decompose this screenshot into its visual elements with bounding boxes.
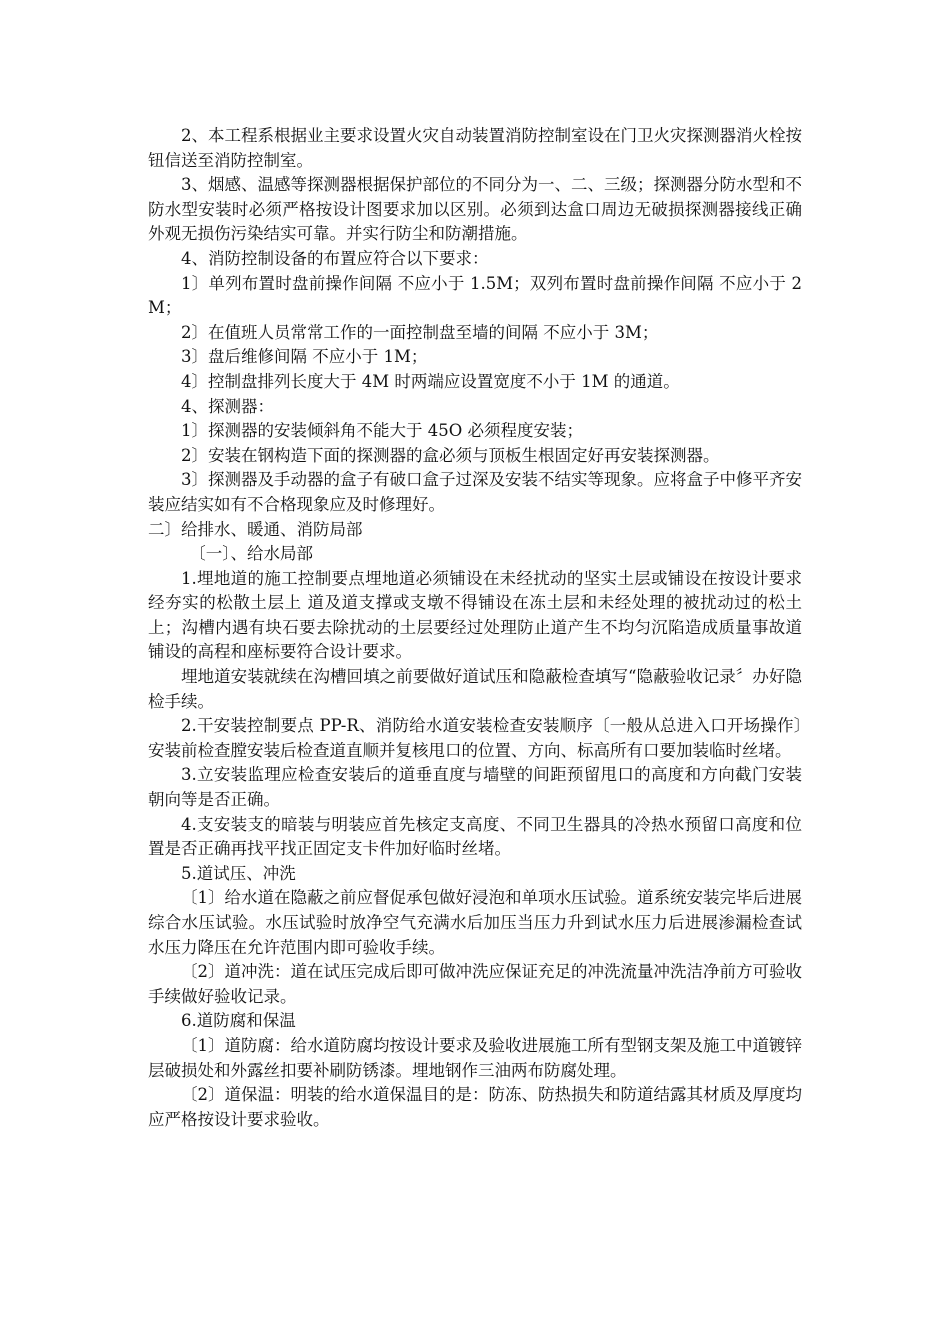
paragraph: 5.道试压、冲洗	[181, 863, 296, 883]
paragraph: 2〕安装在钢构造下面的探测器的盒必须与顶板生根固定好再安装探测器。	[181, 445, 720, 465]
paragraph: 1.埋地道的施工控制要点埋地道必须铺设在未经扰动的坚实土层或铺设在按设计要求经夯实的松散土层上 道及道支撑或支墩不得铺设在冻土层和未经处理的被扰动过的松土上；沟槽内遇有块石要去除扰动的土层要经过处理防止道产生不均匀沉陷造成质量事故道铺设的高程和座标要符合设计要求。	[148, 568, 802, 662]
paragraph: 3、烟感、温感等探测器根据保护部位的不同分为一、二、三级；探测器分防水型和不防水型安装时必须严格按设计图要求加以区别。必须到达盒口周边无破损探测器接线正确外观无损伤污染结实可靠。并实行防尘和防潮措施。	[148, 175, 802, 244]
subsection-heading: 〔一〕、给水局部	[181, 544, 313, 564]
paragraph: 4、探测器：	[181, 396, 274, 416]
paragraph: 〔1〕道防腐：给水道防腐均按设计要求及验收进展施工所有型钢支架及施工中道镀锌层破损处和外露丝扣要补刷防锈漆。埋地钢作三油两布防腐处理。	[148, 1035, 802, 1080]
paragraph: 埋地道安装就续在沟槽回填之前要做好道试压和隐蔽检查填写“隐蔽验收记录〞办好隐检手续。	[148, 667, 802, 711]
paragraph: 1〕探测器的安装倾斜角不能大于 45O 必须程度安装；	[181, 421, 584, 441]
paragraph: 2、本工程系根据业主要求设置火灾自动装置消防控制室设在门卫火灾探测器消火栓按钮信送至消防控制室。	[148, 126, 802, 170]
section-heading: 二〕给排水、暖通、消防局部	[148, 519, 363, 539]
paragraph: 3〕探测器及手动器的盒子有破口盒子过深及安装不结实等现象。应将盒子中修平齐安装应结实如有不合格现象应及时修理好。	[148, 470, 802, 514]
paragraph: 〔2〕道保温：明装的给水道保温目的是：防冻、防热损失和防道结露其材质及厚度均应严格按设计要求验收。	[148, 1085, 802, 1129]
paragraph: 4.支安装支的暗装与明装应首先核定支高度、不同卫生器具的冷热水预留口高度和位置是否正确再找平找正固定支卡件加好临时丝堵。	[148, 814, 802, 859]
paragraph: 2〕在值班人员常常工作的一面控制盘至墙的间隔 不应小于 3M；	[181, 322, 659, 342]
paragraph: 4〕控制盘排列长度大于 4M 时两端应设置宽度不小于 1M 的通道。	[181, 371, 680, 391]
paragraph: 1〕单列布置时盘前操作间隔 不应小于 1.5M；双列布置时盘前操作间隔 不应小于 2M；	[148, 273, 802, 318]
paragraph: 6.道防腐和保温	[181, 1011, 296, 1031]
paragraph: 〔1〕给水道在隐蔽之前应督促承包做好浸泡和单项水压试验。道系统安装完毕后进展综合水压试验。水压试验时放净空气充满水后加压当压力升到试水压力后进展渗漏检查试水压力降压在允许范围内即可验收手续。	[148, 888, 802, 957]
document-body	[148, 124, 802, 1132]
paragraph: 3.立安装监理应检查安装后的道垂直度与墙壁的间距预留甩口的高度和方向截门安装朝向等是否正确。	[148, 765, 802, 810]
paragraph: 4、消防控制设备的布置应符合以下要求：	[181, 248, 489, 268]
paragraph: 〔2〕道冲洗：道在试压完成后即可做冲洗应保证充足的冲洗流量冲洗洁净前方可验收手续做好验收记录。	[148, 962, 802, 1006]
paragraph: 3〕盘后维修间隔 不应小于 1M；	[181, 347, 428, 367]
paragraph: 2.干安装控制要点 PP-R、消防给水道安装检查安装顺序〔一般从总进入口开场操作〕安装前检查膛安装后检查道直顺并复核甩口的位置、方向、标高所有口要加装临时丝堵。	[148, 716, 802, 760]
